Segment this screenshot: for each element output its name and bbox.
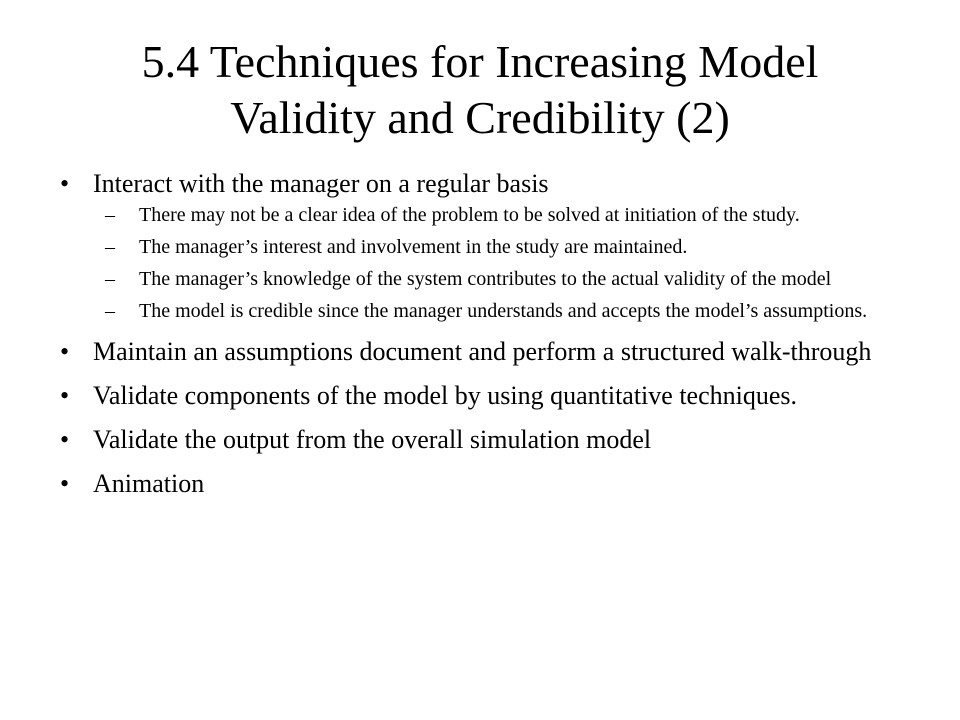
bullet-icon: • <box>60 169 70 198</box>
dash-icon: – <box>105 268 115 290</box>
bullet-icon: • <box>60 425 70 454</box>
bullet-text: Validate the output from the overall simulation model <box>93 425 652 454</box>
slide-title <box>40 34 920 146</box>
bullet-icon: • <box>60 337 70 366</box>
slide-title-line-2: Validity and Credibility (2) <box>230 92 730 143</box>
bullet-item <box>60 426 900 454</box>
sub-bullet-item <box>93 300 900 322</box>
sub-bullet-text: The manager’s interest and involvement in the study are maintained. <box>139 236 688 258</box>
dash-icon: – <box>105 236 115 258</box>
sub-bullet-item <box>93 268 900 290</box>
bullet-item <box>60 382 900 410</box>
bullet-item <box>60 170 900 322</box>
dash-icon: – <box>105 300 115 322</box>
bullet-text: Maintain an assumptions document and perform a structured walk-through <box>93 337 872 366</box>
sub-bullet-text: The model is credible since the manager understands and accepts the model’s assumptions. <box>139 300 868 322</box>
sub-bullet-item <box>93 204 900 226</box>
sub-bullet-list <box>93 204 900 322</box>
bullet-text: Validate components of the model by using quantitative techniques. <box>93 381 798 410</box>
slide-title-line-1: 5.4 Techniques for Increasing Model <box>141 36 819 87</box>
sub-bullet-item <box>93 236 900 258</box>
bullet-text: Interact with the manager on a regular basis <box>93 169 549 198</box>
dash-icon: – <box>105 204 115 226</box>
bullet-item <box>60 338 900 366</box>
bullet-text: Animation <box>93 469 205 498</box>
sub-bullet-text: There may not be a clear idea of the problem to be solved at initiation of the study. <box>139 204 800 226</box>
bullet-list <box>60 170 900 514</box>
bullet-item <box>60 470 900 498</box>
sub-bullet-text: The manager’s knowledge of the system contributes to the actual validity of the model <box>139 268 832 290</box>
bullet-icon: • <box>60 381 70 410</box>
bullet-icon: • <box>60 469 70 498</box>
